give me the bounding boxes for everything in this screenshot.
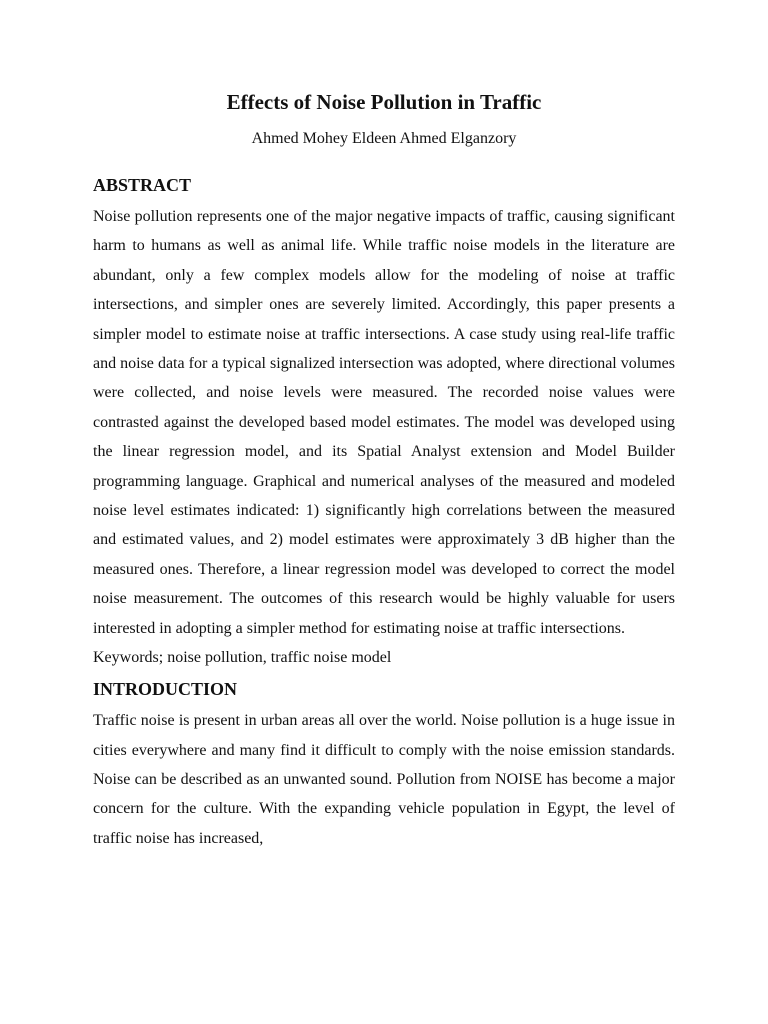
abstract-heading: ABSTRACT (93, 175, 192, 195)
introduction-heading: INTRODUCTION (93, 679, 238, 700)
abstract-text: Noise pollution represents one of the major negative impacts of traffic, causing significant harm to humans as well as animal life. While traffic noise models in the literature are abundant, only a few complex models allow for the modeling of noise at traffic intersections, and simpler ones are severely limited. Accordingly, this paper presents a simpler model to estimate noise at traffic intersections. A case study using real-life traffic and noise data for a typical signalized intersection was adopted, where directional volumes were collected, and noise levels were measured. The recorded noise values were contrasted against the developed based model estimates. The model was developed using the linear regression model, and its Spatial Analyst extension and Model Builder programming language. Graphical and numerical analyses of the measured and modeled noise level estimates indicated: 1) significantly high correlations between the measured and estimated values, and 2) model estimates were approximately 3 dB higher than the measured ones. Therefore, a linear regression model was developed to correct the model noise measurement. The outcomes of this research would be highly valuable for users interested in adopting a simpler method for estimating noise at traffic intersections. (93, 208, 675, 637)
document-title: Effects of Noise Pollution in Traffic (226, 90, 542, 114)
keywords-line: Keywords; noise pollution, traffic noise model (93, 649, 392, 667)
introduction-text: Traffic noise is present in urban areas all over the world. Noise pollution is a huge issue in cities everywhere and many find it difficult to comply with the noise emission standards. Noise can be described as an unwanted sound. Pollution from NOISE has become a major concern for the culture. With the expanding vehicle population in Egypt, the level of traffic noise has increased, (93, 712, 675, 847)
author-name: Ahmed Mohey Eldeen Ahmed Elganzory (251, 130, 517, 147)
document-page (93, 88, 675, 853)
